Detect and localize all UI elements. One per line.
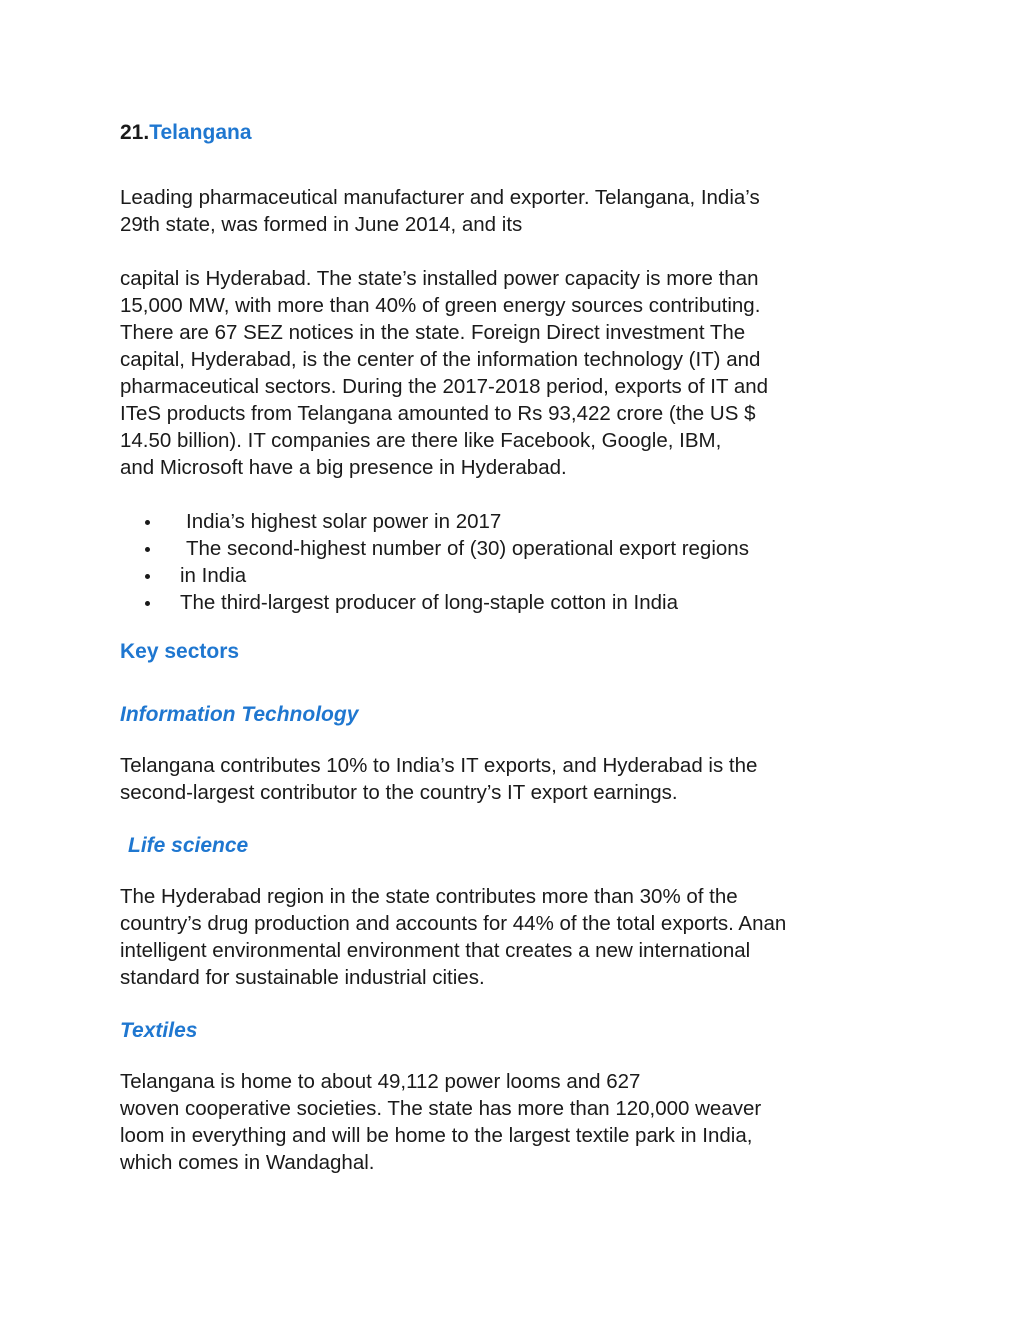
highlights-list xyxy=(120,508,900,616)
list-item xyxy=(120,562,900,589)
textiles-line: Telangana is home to about 49,112 power looms and 627 xyxy=(120,1070,641,1093)
capital-line: 15,000 MW, with more than 40% of green energy sources contributing. xyxy=(120,294,761,317)
life-science-heading: Life science xyxy=(128,834,249,857)
bullet-icon xyxy=(145,547,150,552)
section-heading-telangana xyxy=(120,121,252,145)
textiles-line: woven cooperative societies. The state has more than 120,000 weaver xyxy=(120,1097,762,1120)
list-item xyxy=(120,535,900,562)
list-item xyxy=(120,508,900,535)
textiles-paragraph xyxy=(120,1068,900,1176)
it-paragraph xyxy=(120,752,900,806)
life-science-line: standard for sustainable industrial cities. xyxy=(120,966,485,989)
list-item-text: in India xyxy=(180,564,247,587)
bullet-icon xyxy=(145,520,150,525)
textiles-line: which comes in Wandaghal. xyxy=(120,1151,375,1174)
intro-paragraph xyxy=(120,184,900,238)
it-heading: Information Technology xyxy=(120,703,359,726)
heading-number: 21. xyxy=(120,121,150,144)
intro-line: 29th state, was formed in June 2014, and its xyxy=(120,213,523,236)
textiles-heading: Textiles xyxy=(120,1019,198,1042)
textiles-line: loom in everything and will be home to the largest textile park in India, xyxy=(120,1124,753,1147)
life-science-line: The Hyderabad region in the state contributes more than 30% of the xyxy=(120,885,738,908)
list-item-text: The second-highest number of (30) operational export regions xyxy=(186,537,749,560)
list-item-text: The third-largest producer of long-staple cotton in India xyxy=(180,591,678,614)
capital-line: and Microsoft have a big presence in Hyderabad. xyxy=(120,456,567,479)
capital-line: capital is Hyderabad. The state’s installed power capacity is more than xyxy=(120,267,759,290)
capital-line: 14.50 billion). IT companies are there like Facebook, Google, IBM, xyxy=(120,429,722,452)
bullet-icon xyxy=(145,574,150,579)
it-line: Telangana contributes 10% to India’s IT exports, and Hyderabad is the xyxy=(120,754,758,777)
life-science-paragraph xyxy=(120,883,900,991)
key-sectors-heading: Key sectors xyxy=(120,640,240,663)
capital-line: ITeS products from Telangana amounted to Rs 93,422 crore (the US $ xyxy=(120,402,756,425)
bullet-icon xyxy=(145,601,150,606)
list-item xyxy=(120,589,900,616)
it-line: second-largest contributor to the country’s IT export earnings. xyxy=(120,781,678,804)
capital-line: There are 67 SEZ notices in the state. Foreign Direct investment The xyxy=(120,321,746,344)
life-science-line: country’s drug production and accounts for 44% of the total exports. Anan xyxy=(120,912,787,935)
capital-line: capital, Hyderabad, is the center of the information technology (IT) and xyxy=(120,348,761,371)
list-item-text: India’s highest solar power in 2017 xyxy=(186,510,502,533)
heading-state-name: Telangana xyxy=(149,121,252,144)
life-science-line: intelligent environmental environment that creates a new international xyxy=(120,939,751,962)
intro-line: Leading pharmaceutical manufacturer and exporter. Telangana, India’s xyxy=(120,186,760,209)
capital-paragraph xyxy=(120,265,900,481)
capital-line: pharmaceutical sectors. During the 2017-2018 period, exports of IT and xyxy=(120,375,769,398)
